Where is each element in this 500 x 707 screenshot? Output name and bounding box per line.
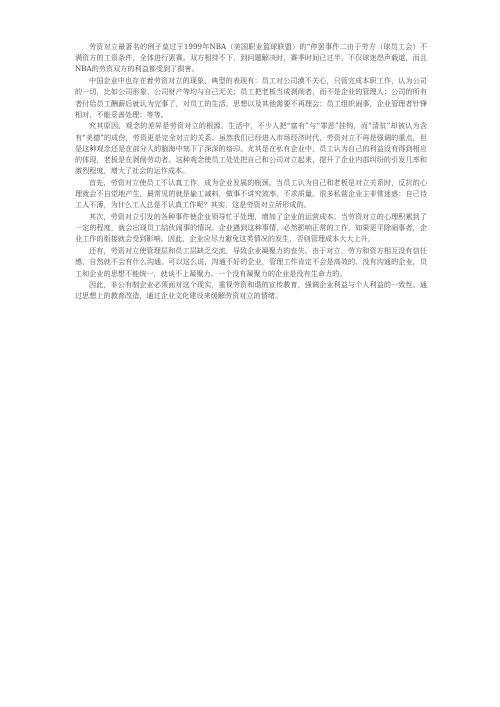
paragraph-5: 其次，劳资对立引发的各种事件使企业领导忙于处理，增加了企业的运营成本。当劳资对立的心理积累到了一定的程度，就会出现员工结伙闹事的情况。企业遇到这种事情，必然影响正常的工作，如果更平除闹事者，企业工作的衔接就会受到影响。因此，企业应尽力避免这类情况的发生，否则管理成本大大上升。 bbox=[75, 212, 427, 244]
paragraph-3: 究其原因，观念的差异是劳资对立的根源。生活中，不少人把“富有”与“罪恶”挂钩，而“清贫”却被认为含有“美德”的成份，劳资更是完全对立的关系。虽然我们已经进入市场经济时代，劳资对立不再是强调的重点，但是这种观念还是在部分人的脑海中刻下了深深的烙印。尤其是在私有企业中，员工认为自己的利益没有得到相应的体现，老板是在剥削劳动者。这种观念使员工处处把自己和公司对立起来，提升了企业内部纠纷的引发几率和激烈程度，增大了社会的运作成本。 bbox=[75, 121, 427, 176]
document-body bbox=[75, 41, 427, 302]
paragraph-4: 首先，劳资对立使员工不认真工作，成为企业发展的瓶颈。当员工认为自己和老板是对立关系时，反抗的心理就会不自觉地产生，最常见的就是偷工减料，做事不讲究效率，不求质量。很多私营企业主非常迷惑：自己待工人不薄，为什么工人总是不认真工作呢？其实，这是劳资对立所形成的。 bbox=[75, 177, 427, 210]
paragraph-2: 中国企业中也存在着劳资对立的现象，典型的表现有：员工对公司漠不关心，只管完成本职工作，认为公司的一切，比如公司形象、公司财产等均与自己无关；员工把老板当成剥削者，而不是企业的管理人；公司的所有者付给员工酬薪后就认为完事了，对员工的生活、思想以及其他需要不再理会；员工组织闹事，企业管理者针锋相对，不能妥善处理；等等。 bbox=[75, 76, 427, 119]
paragraph-1: 劳资对立最著名的例子莫过于1999年NBA（美国职业篮球联盟）的“停罢事件二由于劳方（球员工会）不满资方的工资条件，全体进行罢赛。双方相持不下，到问题解决时，赛季时间已过半，不仅球迷怨声载道，而且NBA的劳资双方的利益都受到了损害。 bbox=[75, 42, 427, 74]
paragraph-6: 还有，劳资对立使管理层和员工层缺乏交流，导致企业凝聚力的丧失。由于对立，劳方和资方相互没有信任感，自然就不会有什么沟通。可以这么说，沟通不好的企业，管理工作肯定不会是高效的、没有沟通的企业，员工和企业的思想不能统一，就谈不上凝聚力。一个没有凝聚力的企业是没有生命力的。 bbox=[75, 246, 427, 278]
paragraph-7: 因此，非公有制企业必须面对这个现实，重视劳资和谐的宣传教育，强调企业利益与个人利益的一致性。通过思想上的教育改造，通过企业文化建设来缓解劳资对立的情绪。 bbox=[75, 280, 427, 301]
